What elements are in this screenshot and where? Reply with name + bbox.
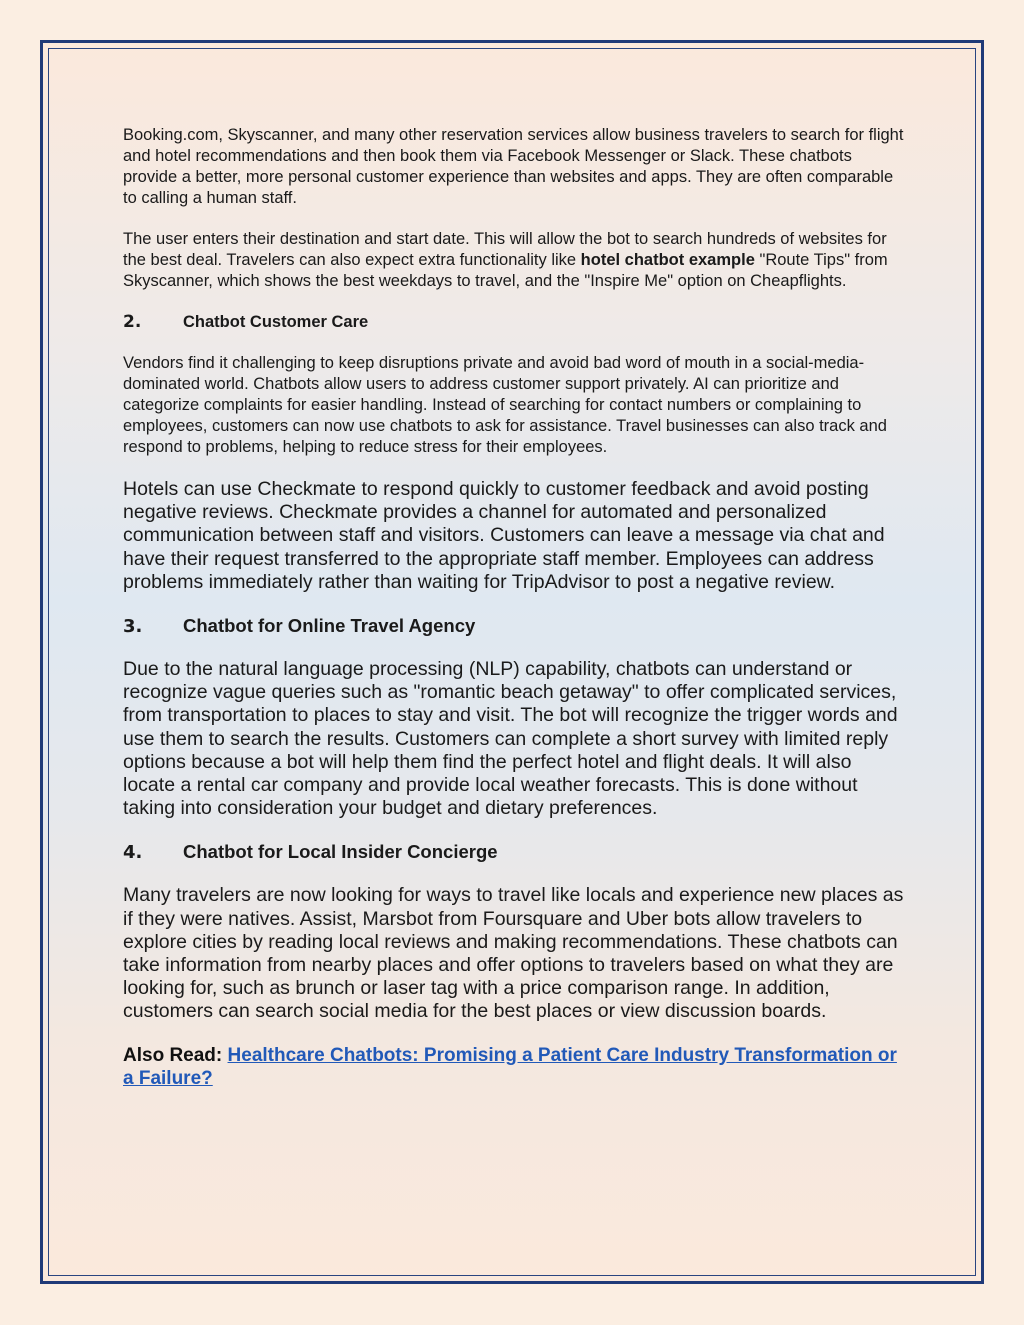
section-title: Chatbot Customer Care [183, 313, 369, 331]
section-heading-local-insider [123, 840, 907, 864]
also-read [123, 1044, 907, 1090]
paragraph-booking-services: Booking.com, Skyscanner, and many other reservation services allow business travelers to search for flight and hotel recommendations and then book them via Facebook Messenger or Slack. These chatbots provide a better, more personal customer experience than websites and apps. They are often comparable to calling a human staff. [123, 126, 904, 207]
paragraph-nlp-capability: Due to the natural language processing (NLP) capability, chatbots can understand or recognize vague queries such as "romantic beach getaway" to offer complicated services, from transportation to places to stay and visit. The bot will recognize the trigger words and use them to search the results. Customers can complete a short survey with limited reply options because a bot will help them find the perfect hotel and flight deals. It will also locate a rental car company and provide local weather forecasts. This is done without taking into consideration your budget and dietary preferences. [123, 658, 898, 820]
paragraph-checkmate: Hotels can use Checkmate to respond quickly to customer feedback and avoid posting negative reviews. Checkmate provides a channel for automated and personalized communication between staff and visitors. Customers can leave a message via chat and have their request transferred to the appropriate staff member. Employees can address problems immediately rather than waiting for TripAdvisor to post a negative review. [123, 478, 885, 593]
section-heading-customer-care [123, 312, 907, 333]
hotel-chatbot-example-bold: hotel chatbot example [580, 251, 755, 269]
document-body [123, 125, 907, 1090]
section-title: Chatbot for Online Travel Agency [183, 615, 476, 637]
section-title: Chatbot for Local Insider Concierge [183, 841, 498, 863]
paragraph-destination-search-text-2: "Route Tips" from Skyscanner, which shows the best weekdays to travel, and the "Inspire Me" option on Cheapflights. [123, 251, 888, 290]
healthcare-chatbots-link[interactable]: Healthcare Chatbots: Promising a Patient Care Industry Transformation or a Failure? [123, 1044, 897, 1089]
section-number: 4. [123, 842, 143, 864]
paragraph-destination-search-text-1: The user enters their destination and start date. This will allow the bot to search hundreds of websites for the best deal. Travelers can also expect extra functionality like [123, 230, 887, 269]
also-read-label: Also Read: [123, 1044, 228, 1066]
section-number: 2. [123, 312, 142, 332]
paragraph-travel-like-locals: Many travelers are now looking for ways to travel like locals and experience new places as if they were natives. Assist, Marsbot from Foursquare and Uber bots allow travelers to explore cities by reading local reviews and making recommendations. These chatbots can take information from nearby places and offer options to travelers based on what they are looking for, such as brunch or laser tag with a price comparison range. In addition, customers can search social media for the best places or view discussion boards. [123, 884, 904, 1023]
page-frame [40, 40, 984, 1284]
section-heading-online-travel-agency [123, 614, 907, 638]
paragraph-vendors-privacy: Vendors find it challenging to keep disruptions private and avoid bad word of mouth in a social-media-dominated world. Chatbots allow users to address customer support privately. AI can prioritize and categorize complaints for easier handling. Instead of searching for contact numbers or complaining to employees, customers can now use chatbots to ask for assistance. Travel businesses can also track and respond to problems, helping to reduce stress for their employees. [123, 354, 887, 456]
section-number: 3. [123, 616, 143, 638]
paragraph-destination-search [123, 229, 907, 292]
